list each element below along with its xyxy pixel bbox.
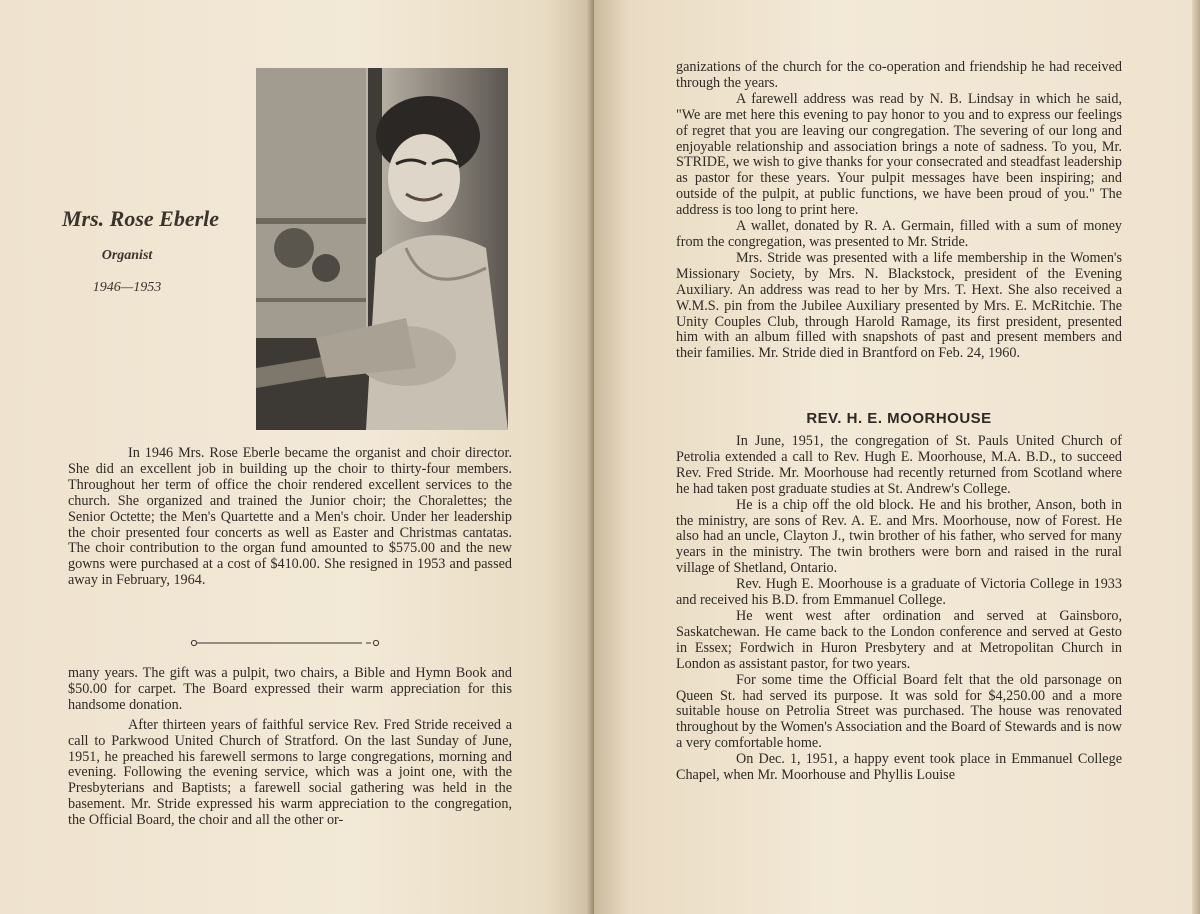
portrait-image [256, 68, 508, 430]
left-page [0, 0, 592, 914]
paragraph: He went west after ordination and served at Gainsboro, Saskatchewan. He came back to the London conference and served at Gesto in Essex; Fordwich in Huron Presbytery and at Metropolitan Church in London as assistant pastor, for two years. [676, 607, 1122, 672]
paragraph: A wallet, donated by R. A. Germain, filled with a sum of money from the congregation, was presented to Mr. Stride. [676, 218, 1122, 250]
person-years: 1946—1953 [92, 280, 162, 295]
moorhouse-text [676, 434, 1122, 784]
page-edge [1192, 0, 1200, 914]
paragraph: ganizations of the church for the co-operation and friendship he had received through the years. [676, 59, 1122, 91]
paragraph: On Dec. 1, 1951, a happy event took place in Emmanuel College Chapel, when Mr. Moorhouse and Phyllis Louise [676, 751, 1122, 784]
stride-farewell-text [68, 666, 512, 829]
stride-farewell-continued [676, 60, 1122, 362]
person-name: Mrs. Rose Eberle [62, 206, 220, 231]
paragraph: Rev. Hugh E. Moorhouse is a graduate of Victoria College in 1933 and received his B.D. from Emmanuel College. [676, 576, 1122, 609]
paragraph: many years. The gift was a pulpit, two chairs, a Bible and Hymn Book and $50.00 for carpet. The Board expressed their warm appreciation for this handsome donation. [68, 665, 512, 713]
paragraph: Mrs. Stride was presented with a life membership in the Women's Missionary Society, by Mrs. N. Blackstock, president of the Evening Auxiliary. An address was read to her by Mrs. T. Hext. She also received a W.M.S. pin from the Jubilee Auxiliary presented by Mrs. E. McRitchie. The Unity Couples Club, through Harold Ramage, its first president, presented him with an album filled with snapshots of past and present members and their families. Mr. Stride died in Brantford on Feb. 24, 1960. [676, 249, 1122, 362]
section-divider [190, 636, 380, 650]
paragraph: In June, 1951, the congregation of St. Pauls United Church of Petrolia extended a call to Rev. Hugh E. Moorhouse, M.A. B.D., to succeed Rev. Fred Stride. Mr. Moorhouse had recently returned from Scotland where he had taken post graduate studies at St. Andrew's College. [676, 433, 1122, 497]
paragraph: For some time the Official Board felt that the old parsonage on Queen St. had served its purpose. It was sold for $4,250.00 and a more suitable house on Petrolia Street was purchased. The house was renovated throughout by the Women's Association and the Board of Stewards and is now a very comfortable home. [676, 671, 1122, 752]
section-heading: REV. H. E. MOORHOUSE [806, 410, 992, 427]
eberle-biography [68, 446, 512, 589]
paragraph: In 1946 Mrs. Rose Eberle became the organist and choir director. She did an excellent job in building up the choir to thirty-four members. Throughout her term of office the choir rendered excellent services to the church. She organized and trained the Junior choir; the Choralettes; the Senior Octette; the Men's Quartette and a Men's choir. Under her leadership the choir presented four concerts as well as Easter and Christmas cantatas. The choir contribution to the organ fund amounted to $575.00 and the new gowns were purchased at a cost of $410.00. She resigned in 1953 and passed away in February, 1964. [68, 445, 512, 589]
paragraph: After thirteen years of faithful service Rev. Fred Stride received a call to Parkwood United Church of Stratford. On the last Sunday of June, 1951, he preached his farewell sermons to large congregations, morning and evening. Following the evening service, which was a joint one, with the Presbyterians and Baptists; a farewell social gathering was held in the basement. Mr. Stride expressed his warm appreciation to the congregation, the Official Board, the choir and all the other or- [68, 716, 512, 829]
paragraph: He is a chip off the old block. He and his brother, Anson, both in the ministry, are sons of Rev. A. E. and Mrs. Moorhouse, now of Forest. He also had an uncle, Clayton J., twin brother of his father, who served for many years in the ministry. The twin brothers were born and raised in the rural village of Shetland, Ontario. [676, 496, 1122, 577]
person-role: Organist [101, 248, 153, 263]
paragraph: A farewell address was read by N. B. Lindsay in which he said, "We are met here this evening to pay honor to you and to express our feelings of regret that you are leaving our congregation. The severing of our long and enjoyable relationship and association brings a note of sadness. To you, Mr. STRIDE, we wish to give thanks for your consecrated and steadfast leadership as pastor for these years. Your pulpit messages have been inspiring; and outside of the pulpit, at public functions, we have been proud of you." The address is too long to print here. [676, 90, 1122, 219]
portrait-photo [256, 68, 508, 430]
